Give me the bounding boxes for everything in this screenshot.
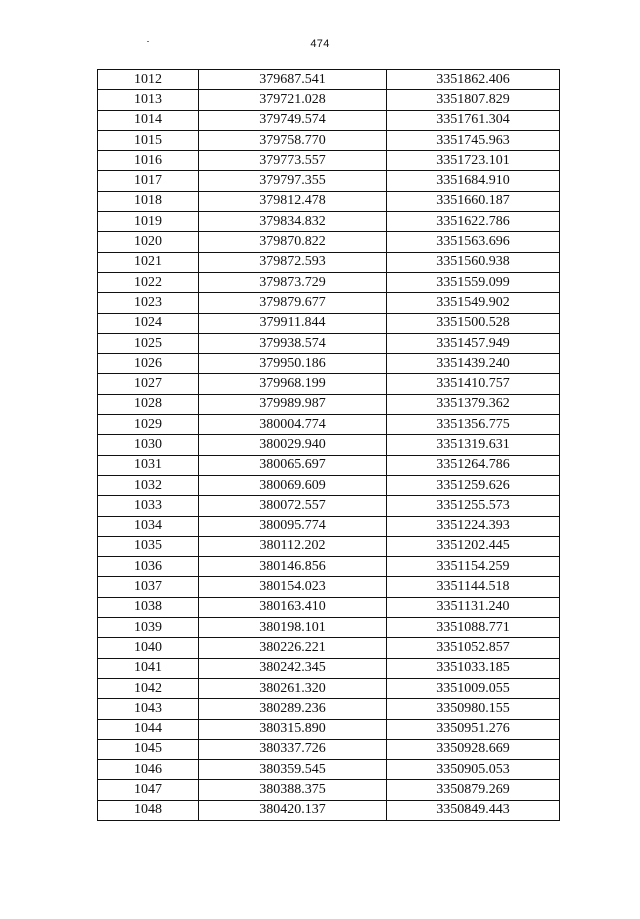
x-coordinate-cell: 379911.844 [199, 313, 387, 333]
y-coordinate-cell: 3350928.669 [387, 739, 560, 759]
point-id-cell: 1025 [98, 333, 199, 353]
x-coordinate-cell: 380198.101 [199, 618, 387, 638]
x-coordinate-cell: 379749.574 [199, 110, 387, 130]
point-id-cell: 1027 [98, 374, 199, 394]
table-row [98, 130, 560, 150]
x-coordinate-cell: 379812.478 [199, 191, 387, 211]
point-id-cell: 1045 [98, 739, 199, 759]
x-coordinate-cell: 380112.202 [199, 536, 387, 556]
table-row [98, 760, 560, 780]
y-coordinate-cell: 3351807.829 [387, 90, 560, 110]
table-row [98, 475, 560, 495]
y-coordinate-cell: 3351255.573 [387, 496, 560, 516]
x-coordinate-cell: 380065.697 [199, 455, 387, 475]
point-id-cell: 1043 [98, 699, 199, 719]
point-id-cell: 1018 [98, 191, 199, 211]
table-row [98, 252, 560, 272]
table-row [98, 272, 560, 292]
table-row [98, 110, 560, 130]
point-id-cell: 1022 [98, 272, 199, 292]
table-row [98, 354, 560, 374]
table-row [98, 313, 560, 333]
y-coordinate-cell: 3351410.757 [387, 374, 560, 394]
x-coordinate-cell: 380337.726 [199, 739, 387, 759]
x-coordinate-cell: 380242.345 [199, 658, 387, 678]
point-id-cell: 1048 [98, 800, 199, 820]
table-row [98, 496, 560, 516]
page-number: 474 [310, 38, 330, 50]
y-coordinate-cell: 3350879.269 [387, 780, 560, 800]
y-coordinate-cell: 3351745.963 [387, 130, 560, 150]
point-id-cell: 1047 [98, 780, 199, 800]
table-row [98, 658, 560, 678]
table-row [98, 699, 560, 719]
point-id-cell: 1014 [98, 110, 199, 130]
point-id-cell: 1041 [98, 658, 199, 678]
x-coordinate-cell: 380359.545 [199, 760, 387, 780]
x-coordinate-cell: 379758.770 [199, 130, 387, 150]
y-coordinate-cell: 3351154.259 [387, 557, 560, 577]
y-coordinate-cell: 3351563.696 [387, 232, 560, 252]
point-id-cell: 1042 [98, 678, 199, 698]
x-coordinate-cell: 380029.940 [199, 435, 387, 455]
point-id-cell: 1044 [98, 719, 199, 739]
x-coordinate-cell: 379950.186 [199, 354, 387, 374]
y-coordinate-cell: 3351457.949 [387, 333, 560, 353]
y-coordinate-cell: 3350951.276 [387, 719, 560, 739]
table-row [98, 719, 560, 739]
point-id-cell: 1017 [98, 171, 199, 191]
table-row [98, 293, 560, 313]
x-coordinate-cell: 380420.137 [199, 800, 387, 820]
y-coordinate-cell: 3351033.185 [387, 658, 560, 678]
point-id-cell: 1037 [98, 577, 199, 597]
table-row [98, 536, 560, 556]
table-row [98, 577, 560, 597]
x-coordinate-cell: 379872.593 [199, 252, 387, 272]
table-row [98, 618, 560, 638]
point-id-cell: 1032 [98, 475, 199, 495]
x-coordinate-cell: 379938.574 [199, 333, 387, 353]
y-coordinate-cell: 3351379.362 [387, 394, 560, 414]
point-id-cell: 1039 [98, 618, 199, 638]
x-coordinate-cell: 380388.375 [199, 780, 387, 800]
y-coordinate-cell: 3351660.187 [387, 191, 560, 211]
x-coordinate-cell: 380163.410 [199, 597, 387, 617]
table-row [98, 800, 560, 820]
table-row [98, 394, 560, 414]
x-coordinate-cell: 380146.856 [199, 557, 387, 577]
y-coordinate-cell: 3351356.775 [387, 415, 560, 435]
point-id-cell: 1020 [98, 232, 199, 252]
x-coordinate-cell: 379834.832 [199, 212, 387, 232]
point-id-cell: 1026 [98, 354, 199, 374]
point-id-cell: 1019 [98, 212, 199, 232]
table-row [98, 374, 560, 394]
y-coordinate-cell: 3351202.445 [387, 536, 560, 556]
y-coordinate-cell: 3351761.304 [387, 110, 560, 130]
x-coordinate-cell: 380261.320 [199, 678, 387, 698]
point-id-cell: 1016 [98, 151, 199, 171]
table-row [98, 90, 560, 110]
point-id-cell: 1040 [98, 638, 199, 658]
point-id-cell: 1034 [98, 516, 199, 536]
table-row [98, 435, 560, 455]
y-coordinate-cell: 3351009.055 [387, 678, 560, 698]
table-row [98, 638, 560, 658]
y-coordinate-cell: 3351264.786 [387, 455, 560, 475]
coordinate-table-body [98, 70, 560, 821]
x-coordinate-cell: 379797.355 [199, 171, 387, 191]
y-coordinate-cell: 3351559.099 [387, 272, 560, 292]
table-row [98, 171, 560, 191]
y-coordinate-cell: 3351088.771 [387, 618, 560, 638]
table-row [98, 597, 560, 617]
table-row [98, 232, 560, 252]
point-id-cell: 1036 [98, 557, 199, 577]
table-row [98, 455, 560, 475]
x-coordinate-cell: 379870.822 [199, 232, 387, 252]
y-coordinate-cell: 3351144.518 [387, 577, 560, 597]
x-coordinate-cell: 380004.774 [199, 415, 387, 435]
y-coordinate-cell: 3351500.528 [387, 313, 560, 333]
point-id-cell: 1013 [98, 90, 199, 110]
x-coordinate-cell: 379968.199 [199, 374, 387, 394]
table-row [98, 70, 560, 90]
point-id-cell: 1031 [98, 455, 199, 475]
y-coordinate-cell: 3350905.053 [387, 760, 560, 780]
y-coordinate-cell: 3351549.902 [387, 293, 560, 313]
table-row [98, 678, 560, 698]
y-coordinate-cell: 3351684.910 [387, 171, 560, 191]
x-coordinate-cell: 379773.557 [199, 151, 387, 171]
y-coordinate-cell: 3350980.155 [387, 699, 560, 719]
point-id-cell: 1029 [98, 415, 199, 435]
x-coordinate-cell: 380095.774 [199, 516, 387, 536]
point-id-cell: 1021 [98, 252, 199, 272]
x-coordinate-cell: 380154.023 [199, 577, 387, 597]
x-coordinate-cell: 379721.028 [199, 90, 387, 110]
table-row [98, 557, 560, 577]
y-coordinate-cell: 3351560.938 [387, 252, 560, 272]
coordinate-table [97, 69, 560, 821]
x-coordinate-cell: 379989.987 [199, 394, 387, 414]
x-coordinate-cell: 380072.557 [199, 496, 387, 516]
y-coordinate-cell: 3351224.393 [387, 516, 560, 536]
point-id-cell: 1023 [98, 293, 199, 313]
table-row [98, 333, 560, 353]
y-coordinate-cell: 3351439.240 [387, 354, 560, 374]
x-coordinate-cell: 379879.677 [199, 293, 387, 313]
y-coordinate-cell: 3351319.631 [387, 435, 560, 455]
y-coordinate-cell: 3351723.101 [387, 151, 560, 171]
x-coordinate-cell: 380289.236 [199, 699, 387, 719]
y-coordinate-cell: 3351259.626 [387, 475, 560, 495]
x-coordinate-cell: 379687.541 [199, 70, 387, 90]
point-id-cell: 1012 [98, 70, 199, 90]
point-id-cell: 1035 [98, 536, 199, 556]
x-coordinate-cell: 380069.609 [199, 475, 387, 495]
point-id-cell: 1030 [98, 435, 199, 455]
x-coordinate-cell: 380226.221 [199, 638, 387, 658]
table-row [98, 212, 560, 232]
x-coordinate-cell: 379873.729 [199, 272, 387, 292]
table-row [98, 415, 560, 435]
point-id-cell: 1028 [98, 394, 199, 414]
point-id-cell: 1015 [98, 130, 199, 150]
point-id-cell: 1024 [98, 313, 199, 333]
y-coordinate-cell: 3351052.857 [387, 638, 560, 658]
point-id-cell: 1046 [98, 760, 199, 780]
y-coordinate-cell: 3351131.240 [387, 597, 560, 617]
point-id-cell: 1033 [98, 496, 199, 516]
table-row [98, 191, 560, 211]
y-coordinate-cell: 3350849.443 [387, 800, 560, 820]
table-row [98, 516, 560, 536]
table-row [98, 151, 560, 171]
y-coordinate-cell: 3351622.786 [387, 212, 560, 232]
table-row [98, 780, 560, 800]
x-coordinate-cell: 380315.890 [199, 719, 387, 739]
y-coordinate-cell: 3351862.406 [387, 70, 560, 90]
point-id-cell: 1038 [98, 597, 199, 617]
table-row [98, 739, 560, 759]
